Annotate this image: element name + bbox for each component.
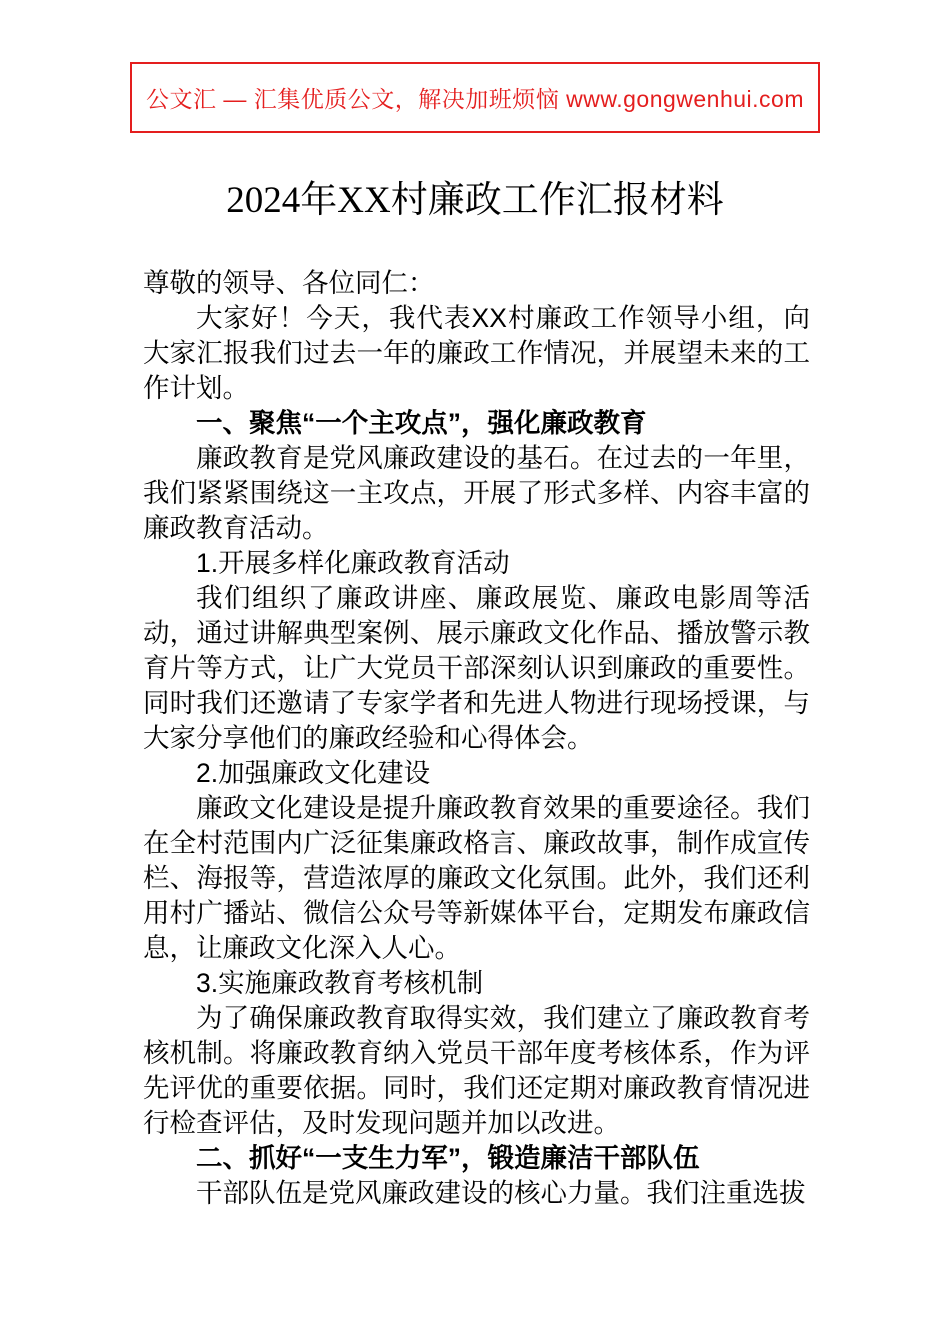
- document-body: [143, 266, 810, 1211]
- salutation: 尊敬的领导、各位同仁：: [143, 268, 435, 298]
- paragraph: 廉政文化建设是提升廉政教育效果的重要途径。我们在全村范围内广泛征集廉政格言、廉政故事，制作成宣传栏、海报等，营造浓厚的廉政文化氛围。此外，我们还利用村广播站、微信公众号等新媒体平台，定期发布廉政信息，让廉政文化深入人心。: [143, 793, 810, 963]
- paragraph: 廉政教育是党风廉政建设的基石。在过去的一年里，我们紧紧围绕这一主攻点，开展了形式多样、内容丰富的廉政教育活动。: [143, 443, 810, 543]
- paragraph: 我们组织了廉政讲座、廉政展览、廉政电影周等活动，通过讲解典型案例、展示廉政文化作品、播放警示教育片等方式，让广大党员干部深刻认识到廉政的重要性。同时我们还邀请了专家学者和先进人物进行现场授课，与大家分享他们的廉政经验和心得体会。: [143, 583, 810, 753]
- sub-heading: 1.开展多样化廉政教育活动: [196, 548, 510, 578]
- sub-heading: 3.实施廉政教育考核机制: [196, 968, 484, 998]
- sub-heading: 2.加强廉政文化建设: [196, 758, 431, 788]
- site-banner-text: 公文汇 — 汇集优质公文，解决加班烦恼 www.gongwenhui.com: [145, 86, 804, 112]
- section-heading: 一、聚焦“一个主攻点”，强化廉政教育: [196, 408, 647, 438]
- paragraph: 大家好！今天，我代表XX村廉政工作领导小组，向大家汇报我们过去一年的廉政工作情况，并展望未来的工作计划。: [143, 303, 810, 403]
- site-banner: [130, 62, 820, 133]
- paragraph: 为了确保廉政教育取得实效，我们建立了廉政教育考核机制。将廉政教育纳入党员干部年度考核体系，作为评先评优的重要依据。同时，我们还定期对廉政教育情况进行检查评估，及时发现问题并加以改进。: [143, 1003, 810, 1138]
- section-heading: 二、抓好“一支生力军”，锻造廉洁干部队伍: [196, 1143, 700, 1173]
- paragraph: 干部队伍是党风廉政建设的核心力量。我们注重选拔: [196, 1178, 806, 1208]
- document-title: 2024年XX村廉政工作汇报材料: [226, 180, 724, 221]
